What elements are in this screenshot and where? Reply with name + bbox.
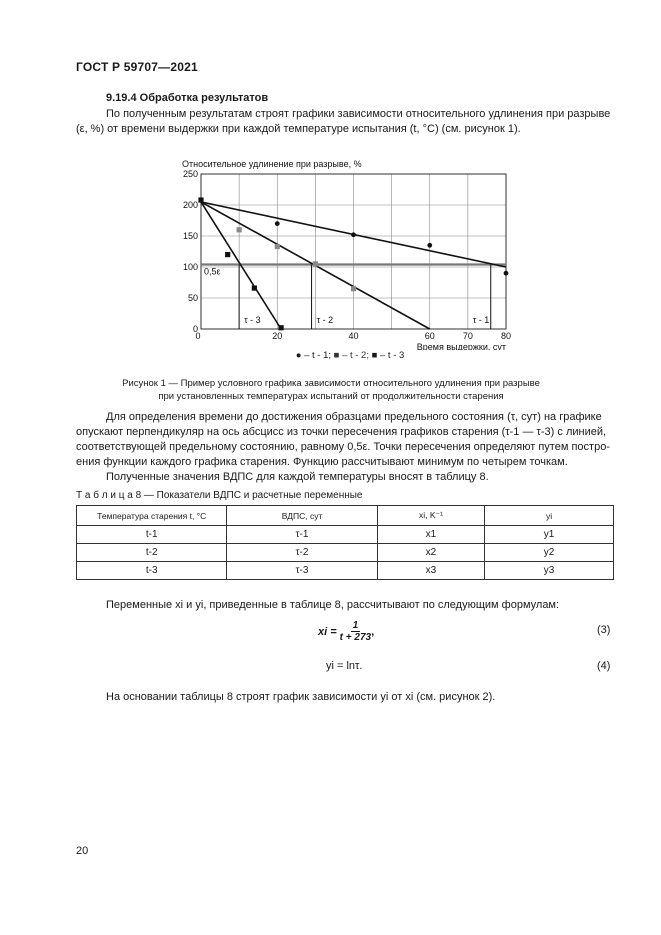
tau-label-2: τ - 2 bbox=[316, 314, 334, 325]
tau-label-3: τ - 3 bbox=[244, 314, 261, 325]
table-cell: x3 bbox=[377, 562, 484, 580]
data-point-t2 bbox=[237, 227, 242, 232]
y-tick-label: 50 bbox=[187, 293, 198, 303]
figure-caption-line-2: при установленных температурах испытаний от продолжительности старения bbox=[158, 391, 504, 402]
intro-line-2: (ε, %) от времени выдержки при каждой температуре испытания (t, °С) (см. рисунок 1). bbox=[76, 123, 521, 135]
intro-line-1: По полученным результатам строят графики зависимости относительного удлинения при разрыве bbox=[106, 108, 611, 120]
x-tick-label: 20 bbox=[272, 331, 283, 341]
data-point-t1 bbox=[427, 243, 432, 248]
data-point-t3 bbox=[278, 325, 283, 330]
chart-legend bbox=[180, 350, 520, 361]
figure-caption bbox=[76, 377, 586, 403]
data-point-t1 bbox=[275, 221, 280, 226]
final-paragraph bbox=[76, 690, 616, 705]
y-tick-label: 200 bbox=[182, 200, 198, 210]
variables-paragraph bbox=[76, 598, 616, 613]
table-header-yi: yi bbox=[485, 506, 614, 526]
table-header-vdps: ВДПС, сут bbox=[227, 506, 377, 526]
formula-3-lhs: xi = bbox=[318, 625, 337, 638]
body-line-4: ения функции каждого графика старения. Функцию рассчитывают минимум по четырем точкам. bbox=[76, 456, 568, 468]
x-tick-label: 40 bbox=[348, 331, 359, 341]
body-line-5: Полученные значения ВДПС для каждой температуры вносят в таблицу 8. bbox=[106, 471, 489, 483]
table-header-row bbox=[77, 506, 614, 526]
table-row bbox=[77, 562, 614, 580]
y-axis-label: Относительное удлинение при разрыве, % bbox=[182, 160, 362, 169]
x-tick-label: 0 bbox=[195, 331, 201, 341]
data-point-t3 bbox=[198, 197, 203, 202]
table-cell: x2 bbox=[377, 544, 484, 562]
table-row bbox=[77, 544, 614, 562]
table-8 bbox=[76, 505, 614, 580]
data-point-t2 bbox=[275, 244, 280, 249]
body-line-2: опускают перпендикуляр на ось абсцисс из точки пересечения графиков старения (τ-1 — τ-3) с линией, bbox=[76, 426, 607, 438]
threshold-label: 0,5ε bbox=[204, 266, 221, 277]
intro-paragraph bbox=[76, 107, 616, 137]
data-point-t3 bbox=[225, 252, 230, 257]
table-header-xi: xi, K⁻¹ bbox=[377, 506, 484, 526]
y-tick-label: 0 bbox=[192, 324, 198, 334]
body-line-3: соответствующей предельному состоянию, равному 0,5ε. Точки пересечения определяют путем постро- bbox=[76, 441, 610, 453]
body-line-1: Для определения времени до достижения образцами предельного состояния (τ, сут) на графике bbox=[106, 411, 602, 423]
data-point-t3 bbox=[252, 285, 257, 290]
formula-3-fraction bbox=[340, 620, 371, 643]
legend-item-t3: ■ – t - 3 bbox=[371, 350, 405, 361]
table-cell: t-1 bbox=[77, 526, 227, 544]
formula-3-denominator: t + 273 bbox=[339, 632, 372, 643]
data-point-t2 bbox=[351, 286, 356, 291]
y-tick-label: 250 bbox=[182, 169, 198, 179]
variables-text: Переменные xi и yi, приведенные в таблице 8, рассчитывают по следующим формулам: bbox=[106, 599, 560, 611]
figure-caption-line-1: Рисунок 1 — Пример условного графика зависимости относительного удлинения при разрыве bbox=[122, 378, 540, 389]
x-tick-label: 60 bbox=[424, 331, 435, 341]
y-tick-label: 100 bbox=[182, 262, 198, 272]
formula-3-numerator: 1 bbox=[352, 620, 359, 631]
x-tick-label: 70 bbox=[462, 331, 473, 341]
table-cell: τ-2 bbox=[227, 544, 377, 562]
formula-4-number: (4) bbox=[597, 660, 611, 672]
legend-item-t2: ■ – t - 2; bbox=[333, 350, 369, 361]
page-number: 20 bbox=[76, 845, 89, 857]
table-row bbox=[77, 526, 614, 544]
data-point-t1 bbox=[351, 232, 356, 237]
formula-4: yi = lnτ. bbox=[326, 660, 363, 672]
table-title-text: 8 — Показатели ВДПС и расчетные переменные bbox=[135, 490, 363, 501]
table-cell: y1 bbox=[485, 526, 614, 544]
table-cell: y2 bbox=[485, 544, 614, 562]
table-cell: y3 bbox=[485, 562, 614, 580]
formula-3-number: (3) bbox=[597, 624, 611, 636]
chart-svg bbox=[180, 160, 520, 350]
figure-1-chart bbox=[180, 160, 520, 370]
final-text: На основании таблицы 8 строят график зависимости yi от xi (см. рисунок 2). bbox=[106, 691, 496, 703]
table-cell: t-2 bbox=[77, 544, 227, 562]
data-point-t1 bbox=[504, 271, 509, 276]
tau-label-1: τ - 1 bbox=[472, 314, 490, 325]
legend-item-t1: ● – t - 1; bbox=[295, 350, 332, 361]
table-cell: τ-3 bbox=[227, 562, 377, 580]
table-cell: τ-1 bbox=[227, 526, 377, 544]
table-title bbox=[76, 490, 362, 501]
table-header-temperature: Температура старения t, °С bbox=[77, 506, 227, 526]
document-header: ГОСТ Р 59707—2021 bbox=[76, 60, 198, 74]
section-title: 9.19.4 Обработка результатов bbox=[106, 92, 269, 104]
x-axis-label: Время выдержки, сут bbox=[416, 342, 506, 350]
data-point-t2 bbox=[313, 261, 318, 266]
x-tick-label: 80 bbox=[500, 331, 512, 341]
table-title-prefix: Т а б л и ц а bbox=[76, 490, 133, 501]
y-tick-label: 150 bbox=[182, 231, 198, 241]
formula-3: xi = $\frac{1}{t + 273}$ , bbox=[318, 620, 375, 643]
table-cell: t-3 bbox=[77, 562, 227, 580]
body-paragraph-1 bbox=[76, 410, 616, 485]
table-cell: x1 bbox=[377, 526, 484, 544]
